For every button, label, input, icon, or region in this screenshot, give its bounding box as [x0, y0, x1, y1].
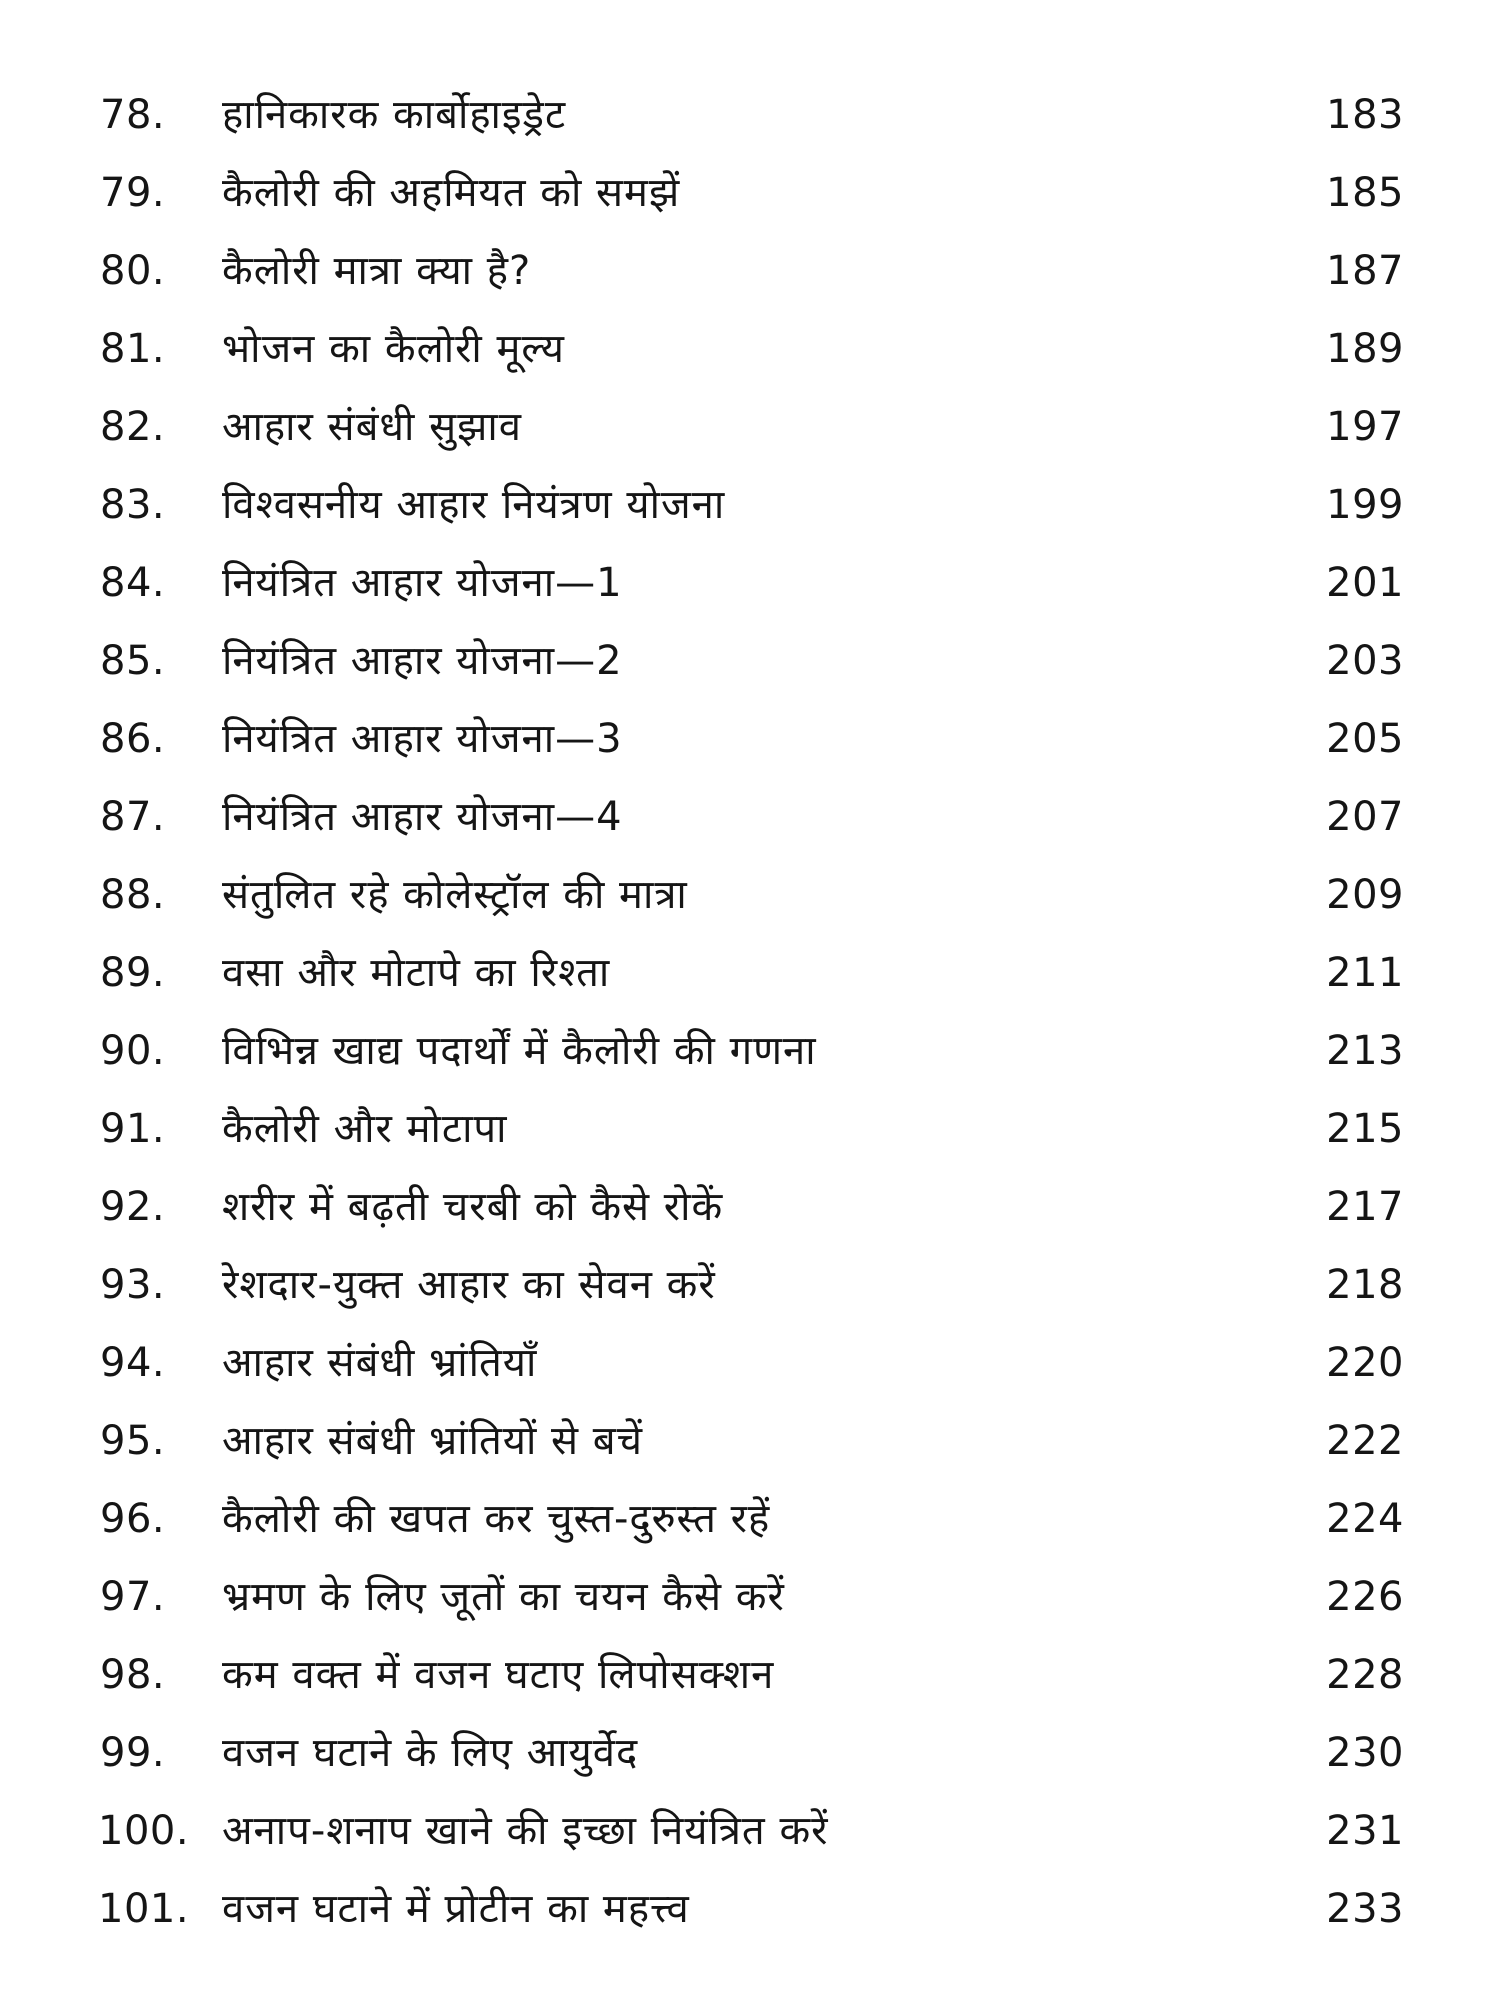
toc-entry-number: 87.: [100, 794, 166, 840]
toc-entry-page-number: 224: [1326, 1496, 1404, 1542]
toc-entry-title: कैलोरी की अहमियत को समझें: [222, 170, 681, 216]
toc-entry-page-number: 226: [1326, 1574, 1404, 1620]
toc-entry-title: कैलोरी की खपत कर चुस्त-दुरुस्त रहें: [222, 1496, 771, 1542]
toc-entry: [0, 1796, 1500, 1874]
toc-entry-title: कम वक्त में वजन घटाए लिपोसक्शन: [222, 1652, 775, 1698]
toc-entry-number: 88.: [100, 872, 166, 918]
toc-entry: [0, 626, 1500, 704]
toc-entry-page-number: 211: [1326, 950, 1404, 996]
toc-entry-page-number: 222: [1326, 1418, 1404, 1464]
toc-entry-number: 85.: [100, 638, 166, 684]
toc-entry-number: 80.: [100, 248, 166, 294]
toc-entry-title: शरीर में बढ़ती चरबी को कैसे रोकें: [222, 1184, 724, 1230]
toc-entry-page-number: 218: [1326, 1262, 1404, 1308]
toc-entry-title: कैलोरी मात्रा क्या है?: [222, 248, 532, 294]
toc-entry: [0, 1406, 1500, 1484]
toc-entry: [0, 1016, 1500, 1094]
toc-entry: [0, 782, 1500, 860]
toc-entry: [0, 1094, 1500, 1172]
toc-entry: [0, 1484, 1500, 1562]
toc-entry-title: हानिकारक कार्बोहाइड्रेट: [222, 92, 567, 138]
toc-entry: [0, 860, 1500, 938]
toc-entry-page-number: 183: [1326, 92, 1404, 138]
toc-entry-title: विश्वसनीय आहार नियंत्रण योजना: [222, 482, 726, 528]
toc-entry-title: अनाप-शनाप खाने की इच्छा नियंत्रित करें: [222, 1808, 829, 1854]
toc-entry-number: 83.: [100, 482, 166, 528]
toc-entry: [0, 704, 1500, 782]
toc-entry-page-number: 230: [1326, 1730, 1404, 1776]
toc-entry: [0, 1250, 1500, 1328]
toc-entry-page-number: 231: [1326, 1808, 1404, 1854]
toc-entry: [0, 470, 1500, 548]
toc-entry-title: नियंत्रित आहार योजना—4: [222, 794, 623, 840]
toc-entry-number: 86.: [100, 716, 166, 762]
toc-entry-page-number: 187: [1326, 248, 1404, 294]
toc-entry-title: आहार संबंधी भ्रांतियाँ: [222, 1340, 538, 1386]
toc-entry-title: विभिन्न खाद्य पदार्थों में कैलोरी की गणना: [222, 1028, 817, 1074]
toc-entry-page-number: 203: [1326, 638, 1404, 684]
toc-entry-page-number: 205: [1326, 716, 1404, 762]
toc-entry-number: 82.: [100, 404, 166, 450]
toc-entry-number: 98.: [100, 1652, 166, 1698]
toc-entry: [0, 938, 1500, 1016]
toc-entry: [0, 236, 1500, 314]
toc-entry-title: कैलोरी और मोटापा: [222, 1106, 508, 1152]
toc-entry-number: 79.: [100, 170, 166, 216]
toc-entry-number: 101.: [98, 1886, 190, 1932]
toc-entry: [0, 1640, 1500, 1718]
toc-entry: [0, 548, 1500, 626]
toc-entry-page-number: 217: [1326, 1184, 1404, 1230]
toc-entry-number: 95.: [100, 1418, 166, 1464]
toc-entry-number: 100.: [98, 1808, 190, 1854]
toc-entry: [0, 1874, 1500, 1952]
toc-entry-number: 94.: [100, 1340, 166, 1386]
toc-entry-title: वजन घटाने के लिए आयुर्वेद: [222, 1730, 639, 1776]
toc-entry-title: वसा और मोटापे का रिश्ता: [222, 950, 611, 996]
toc-entry-page-number: 209: [1326, 872, 1404, 918]
toc-entry-number: 96.: [100, 1496, 166, 1542]
toc-entry-number: 99.: [100, 1730, 166, 1776]
toc-entry: [0, 1328, 1500, 1406]
toc-entry-number: 92.: [100, 1184, 166, 1230]
toc-entry-number: 89.: [100, 950, 166, 996]
toc-entry: [0, 392, 1500, 470]
toc-entry-number: 93.: [100, 1262, 166, 1308]
toc-entry: [0, 1172, 1500, 1250]
toc-entry-number: 78.: [100, 92, 166, 138]
toc-entry-page-number: 207: [1326, 794, 1404, 840]
toc-entry-page-number: 213: [1326, 1028, 1404, 1074]
toc-entry-title: संतुलित रहे कोलेस्ट्रॉल की मात्रा: [222, 872, 688, 918]
toc-entry-title: नियंत्रित आहार योजना—2: [222, 638, 623, 684]
toc-entry-page-number: 233: [1326, 1886, 1404, 1932]
toc-entry-number: 97.: [100, 1574, 166, 1620]
toc-entry: [0, 1718, 1500, 1796]
toc-entry-title: वजन घटाने में प्रोटीन का महत्त्व: [222, 1886, 690, 1932]
toc-entry-title: रेशदार-युक्त आहार का सेवन करें: [222, 1262, 716, 1308]
toc-entry-title: भ्रमण के लिए जूतों का चयन कैसे करें: [222, 1574, 785, 1620]
toc-entry: [0, 314, 1500, 392]
toc-entry: [0, 80, 1500, 158]
toc-entry-number: 90.: [100, 1028, 166, 1074]
toc-entry-title: आहार संबंधी भ्रांतियों से बचें: [222, 1418, 644, 1464]
toc-entry-number: 91.: [100, 1106, 166, 1152]
toc-entry-page-number: 228: [1326, 1652, 1404, 1698]
toc-entry: [0, 1562, 1500, 1640]
toc-entry-number: 81.: [100, 326, 166, 372]
toc-entry-page-number: 189: [1326, 326, 1404, 372]
toc-entry-title: नियंत्रित आहार योजना—1: [222, 560, 623, 606]
toc-entry-title: आहार संबंधी सुझाव: [222, 404, 522, 450]
toc-entry-title: नियंत्रित आहार योजना—3: [222, 716, 623, 762]
toc-entry-page-number: 197: [1326, 404, 1404, 450]
toc-entry-number: 84.: [100, 560, 166, 606]
toc-entry-page-number: 220: [1326, 1340, 1404, 1386]
toc-entry-page-number: 215: [1326, 1106, 1404, 1152]
toc-entry: [0, 158, 1500, 236]
toc-entry-title: भोजन का कैलोरी मूल्य: [222, 326, 565, 372]
toc-entry-page-number: 199: [1326, 482, 1404, 528]
toc-entry-page-number: 185: [1326, 170, 1404, 216]
table-of-contents: [0, 80, 1500, 1952]
toc-entry-page-number: 201: [1326, 560, 1404, 606]
